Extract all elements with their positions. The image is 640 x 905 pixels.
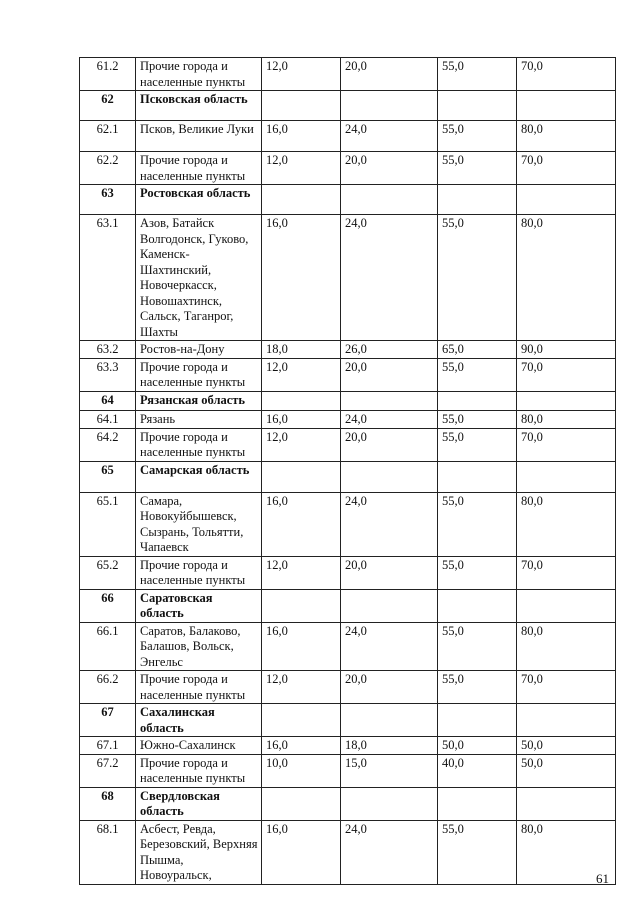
table-row: [80, 492, 616, 556]
name-cell: Ростовская область: [136, 185, 262, 215]
name-cell: Прочие города и населенные пункты: [136, 754, 262, 787]
row-number-cell: 65: [80, 461, 136, 492]
row-number-cell: 64: [80, 391, 136, 410]
value-cell-3: 55,0: [438, 121, 517, 152]
value-cell-1: [262, 589, 341, 622]
name-cell: Южно-Сахалинск: [136, 737, 262, 755]
value-cell-1: 16,0: [262, 737, 341, 755]
name-cell: Сахалинская область: [136, 704, 262, 737]
table-row: [80, 152, 616, 185]
value-cell-4: [517, 91, 616, 121]
value-cell-3: 55,0: [438, 410, 517, 428]
value-cell-1: 16,0: [262, 820, 341, 884]
value-cell-2: 20,0: [341, 428, 438, 461]
row-number-cell: 63.2: [80, 341, 136, 359]
name-cell: Прочие города и населенные пункты: [136, 428, 262, 461]
value-cell-2: [341, 91, 438, 121]
value-cell-4: [517, 787, 616, 820]
value-cell-2: 20,0: [341, 152, 438, 185]
value-cell-2: 24,0: [341, 121, 438, 152]
value-cell-4: 70,0: [517, 671, 616, 704]
name-cell: Самара, Новокуйбышевск, Сызрань, Тольятти, Чапаевск: [136, 492, 262, 556]
value-cell-3: 55,0: [438, 358, 517, 391]
value-cell-2: 18,0: [341, 737, 438, 755]
row-number-cell: 64.1: [80, 410, 136, 428]
value-cell-3: 50,0: [438, 737, 517, 755]
table-row: [80, 754, 616, 787]
name-cell: Прочие города и населенные пункты: [136, 358, 262, 391]
value-cell-4: [517, 185, 616, 215]
value-cell-2: 20,0: [341, 358, 438, 391]
name-cell: Азов, Батайск Волгодонск, Гуково, Каменск-Шахтинский, Новочеркасск, Новошахтинск, Сальск, Таганрог, Шахты: [136, 215, 262, 341]
region-row: [80, 704, 616, 737]
value-cell-4: 80,0: [517, 492, 616, 556]
value-cell-1: 16,0: [262, 492, 341, 556]
table-row: [80, 341, 616, 359]
value-cell-3: [438, 704, 517, 737]
value-cell-1: 16,0: [262, 215, 341, 341]
table-row: [80, 737, 616, 755]
table-row: [80, 428, 616, 461]
value-cell-1: [262, 461, 341, 492]
name-cell: Псковская область: [136, 91, 262, 121]
region-row: [80, 787, 616, 820]
region-row: [80, 185, 616, 215]
value-cell-1: 16,0: [262, 622, 341, 671]
value-cell-4: 70,0: [517, 428, 616, 461]
value-cell-1: 12,0: [262, 152, 341, 185]
value-cell-4: 50,0: [517, 754, 616, 787]
row-number-cell: 66.1: [80, 622, 136, 671]
value-cell-2: 24,0: [341, 820, 438, 884]
value-cell-3: 55,0: [438, 820, 517, 884]
name-cell: Самарская область: [136, 461, 262, 492]
table-row: [80, 671, 616, 704]
value-cell-2: 15,0: [341, 754, 438, 787]
value-cell-4: [517, 704, 616, 737]
row-number-cell: 64.2: [80, 428, 136, 461]
value-cell-4: 50,0: [517, 737, 616, 755]
value-cell-2: [341, 787, 438, 820]
value-cell-4: 80,0: [517, 410, 616, 428]
table-row: [80, 556, 616, 589]
region-row: [80, 391, 616, 410]
row-number-cell: 68.1: [80, 820, 136, 884]
value-cell-3: 55,0: [438, 492, 517, 556]
value-cell-3: 55,0: [438, 58, 517, 91]
value-cell-4: [517, 589, 616, 622]
value-cell-3: [438, 91, 517, 121]
value-cell-4: [517, 391, 616, 410]
table-row: [80, 820, 616, 884]
row-number-cell: 67.1: [80, 737, 136, 755]
table-row: [80, 58, 616, 91]
table-row: [80, 410, 616, 428]
value-cell-4: 80,0: [517, 215, 616, 341]
value-cell-4: 70,0: [517, 358, 616, 391]
value-cell-4: 80,0: [517, 820, 616, 884]
table-row: [80, 622, 616, 671]
value-cell-1: 16,0: [262, 121, 341, 152]
value-cell-4: 80,0: [517, 121, 616, 152]
value-cell-4: 90,0: [517, 341, 616, 359]
row-number-cell: 63: [80, 185, 136, 215]
value-cell-3: [438, 461, 517, 492]
row-number-cell: 65.2: [80, 556, 136, 589]
name-cell: Саратов, Балаково, Балашов, Вольск, Энгельс: [136, 622, 262, 671]
row-number-cell: 63.3: [80, 358, 136, 391]
name-cell: Прочие города и населенные пункты: [136, 556, 262, 589]
value-cell-4: 70,0: [517, 152, 616, 185]
value-cell-1: 12,0: [262, 58, 341, 91]
value-cell-1: [262, 185, 341, 215]
value-cell-4: [517, 461, 616, 492]
row-number-cell: 62: [80, 91, 136, 121]
row-number-cell: 62.2: [80, 152, 136, 185]
name-cell: Свердловская область: [136, 787, 262, 820]
page-number: 61: [596, 871, 609, 886]
value-cell-1: 12,0: [262, 358, 341, 391]
value-cell-4: 80,0: [517, 622, 616, 671]
row-number-cell: 62.1: [80, 121, 136, 152]
value-cell-2: 20,0: [341, 671, 438, 704]
value-cell-3: 55,0: [438, 622, 517, 671]
value-cell-3: [438, 391, 517, 410]
value-cell-2: [341, 185, 438, 215]
value-cell-3: 55,0: [438, 215, 517, 341]
row-number-cell: 66: [80, 589, 136, 622]
value-cell-3: 65,0: [438, 341, 517, 359]
value-cell-2: 24,0: [341, 410, 438, 428]
value-cell-4: 70,0: [517, 58, 616, 91]
row-number-cell: 67.2: [80, 754, 136, 787]
table-row: [80, 215, 616, 341]
value-cell-4: 70,0: [517, 556, 616, 589]
value-cell-3: 55,0: [438, 152, 517, 185]
value-cell-1: 12,0: [262, 671, 341, 704]
value-cell-1: [262, 391, 341, 410]
name-cell: Рязанская область: [136, 391, 262, 410]
value-cell-1: 12,0: [262, 556, 341, 589]
value-cell-2: [341, 704, 438, 737]
value-cell-2: [341, 391, 438, 410]
name-cell: Прочие города и населенные пункты: [136, 671, 262, 704]
value-cell-3: [438, 787, 517, 820]
name-cell: Рязань: [136, 410, 262, 428]
value-cell-3: 40,0: [438, 754, 517, 787]
value-cell-3: 55,0: [438, 671, 517, 704]
name-cell: Псков, Великие Луки: [136, 121, 262, 152]
value-cell-2: 24,0: [341, 492, 438, 556]
rates-table-body: [80, 58, 616, 885]
name-cell: Ростов-на-Дону: [136, 341, 262, 359]
region-row: [80, 589, 616, 622]
table-row: [80, 358, 616, 391]
rates-table: [79, 57, 616, 885]
region-row: [80, 91, 616, 121]
value-cell-1: [262, 704, 341, 737]
row-number-cell: 65.1: [80, 492, 136, 556]
row-number-cell: 67: [80, 704, 136, 737]
row-number-cell: 68: [80, 787, 136, 820]
name-cell: Асбест, Ревда, Березовский, Верхняя Пышма, Новоуральск,: [136, 820, 262, 884]
value-cell-3: [438, 185, 517, 215]
value-cell-1: 18,0: [262, 341, 341, 359]
value-cell-1: 16,0: [262, 410, 341, 428]
value-cell-1: [262, 787, 341, 820]
table-row: [80, 121, 616, 152]
region-row: [80, 461, 616, 492]
value-cell-1: [262, 91, 341, 121]
value-cell-2: 24,0: [341, 622, 438, 671]
value-cell-1: 12,0: [262, 428, 341, 461]
value-cell-2: [341, 461, 438, 492]
name-cell: Прочие города и населенные пункты: [136, 58, 262, 91]
value-cell-2: 24,0: [341, 215, 438, 341]
name-cell: Саратовская область: [136, 589, 262, 622]
value-cell-2: [341, 589, 438, 622]
value-cell-3: [438, 589, 517, 622]
row-number-cell: 63.1: [80, 215, 136, 341]
name-cell: Прочие города и населенные пункты: [136, 152, 262, 185]
value-cell-3: 55,0: [438, 428, 517, 461]
row-number-cell: 66.2: [80, 671, 136, 704]
value-cell-2: 20,0: [341, 58, 438, 91]
value-cell-2: 26,0: [341, 341, 438, 359]
value-cell-3: 55,0: [438, 556, 517, 589]
value-cell-1: 10,0: [262, 754, 341, 787]
row-number-cell: 61.2: [80, 58, 136, 91]
value-cell-2: 20,0: [341, 556, 438, 589]
